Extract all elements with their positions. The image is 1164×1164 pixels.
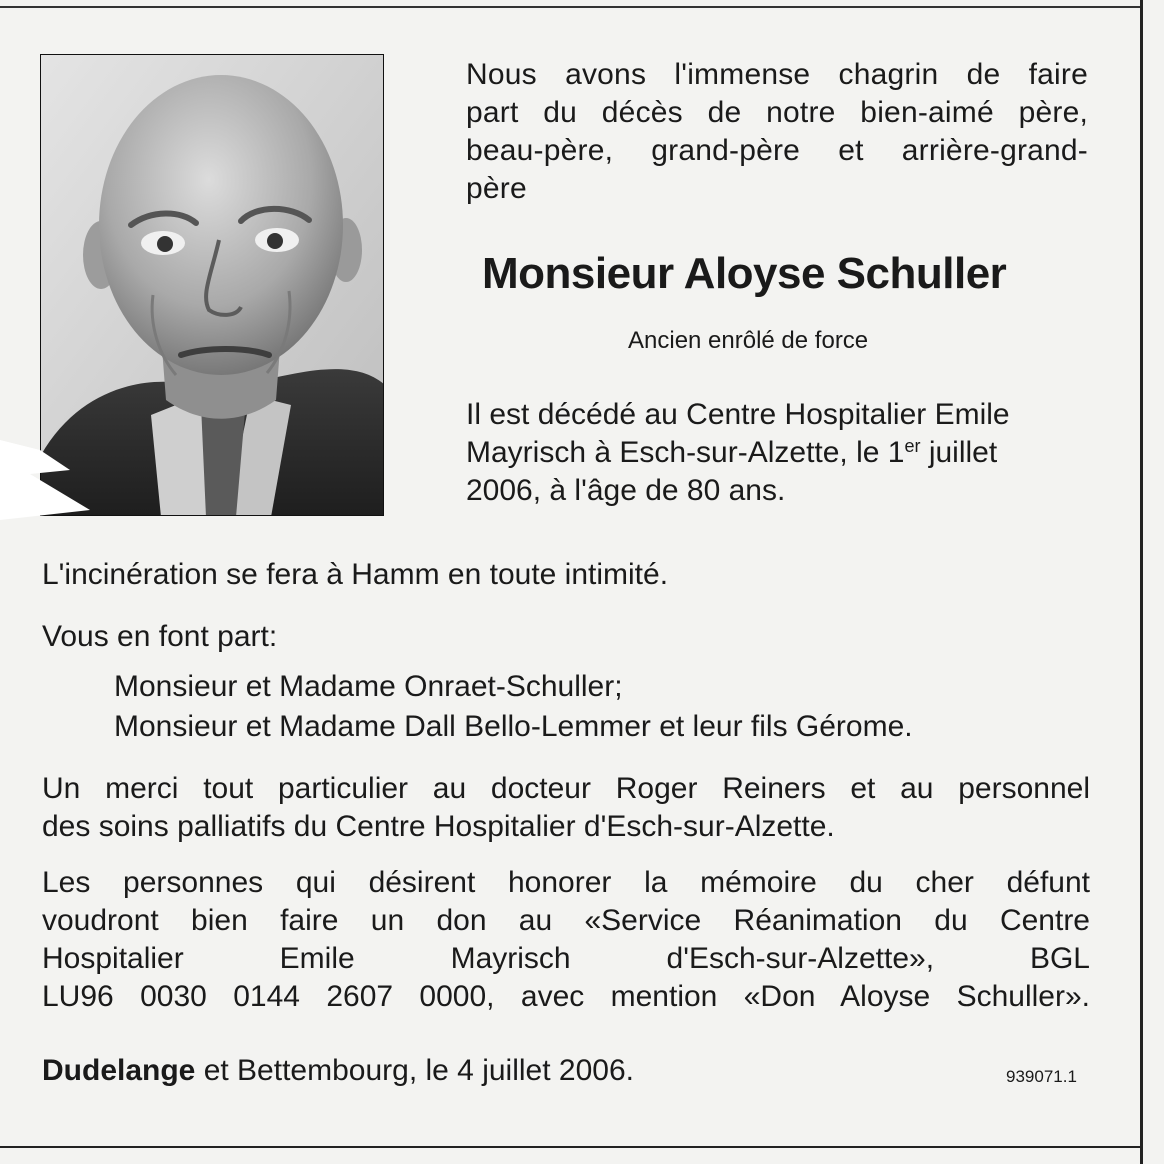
thanks-paragraph [42,770,1090,846]
reference-number: 939071.1 [1006,1067,1077,1086]
intro-line: beau-père, grand-père et arrière-grand- [466,134,1088,167]
place-and-date [42,1052,634,1090]
death-line-3: 2006, à l'âge de 80 ans. [466,474,786,507]
announcers-label: Vous en font part: [42,620,278,653]
donation-word: Mayrisch [450,942,571,975]
donation-line: LU96 0030 0144 2607 0000, avec mention «Don Aloyse Schuller». [42,980,1090,1013]
donation-word: Hospitalier [42,942,184,975]
death-line-1: Il est décédé au Centre Hospitalier Emile [466,398,1010,431]
top-divider [0,6,1143,8]
death-line-2-month: juillet [920,436,998,469]
place-bold: Dudelange [42,1054,196,1087]
death-line-2-text: Mayrisch à Esch-sur-Alzette, le 1 [466,436,905,469]
paper-tear [0,440,90,520]
deceased-title: Ancien enrôlé de force [628,327,869,354]
thanks-line: des soins palliatifs du Centre Hospitalier d'Esch-sur-Alzette. [42,810,835,843]
right-border [1140,0,1143,1164]
ordinal-suffix: er [904,436,921,456]
announcer-item: Monsieur et Madame Onraet-Schuller; [114,670,623,703]
intro-line: part du décès de notre bien-aimé père, [466,96,1088,129]
donation-word: Emile [279,942,355,975]
donation-line: Les personnes qui désirent honorer la mémoire du cher défunt [42,866,1090,899]
intro-paragraph [466,56,1088,208]
deceased-name: Monsieur Aloyse Schuller [482,249,1007,298]
intro-line: Nous avons l'immense chagrin de faire [466,58,1088,91]
portrait-photo [40,54,384,516]
donation-line: voudront bien faire un don au «Service Réanimation du Centre [42,904,1090,937]
donation-word: d'Esch-sur-Alzette», [666,942,935,975]
thanks-line: Un merci tout particulier au docteur Roger Reiners et au personnel [42,772,1090,805]
donation-word: BGL [1029,942,1090,975]
cremation-notice: L'incinération se fera à Hamm en toute intimité. [42,558,669,591]
death-line-2 [466,434,1088,472]
place-rest: et Bettembourg, le 4 juillet 2006. [195,1054,634,1087]
donation-line [42,940,1090,978]
death-details [466,396,1088,510]
intro-line: père [466,172,527,205]
donation-paragraph [42,864,1090,1016]
bottom-border [0,1146,1143,1148]
announcer-item: Monsieur et Madame Dall Bello-Lemmer et leur fils Gérome. [114,710,913,743]
